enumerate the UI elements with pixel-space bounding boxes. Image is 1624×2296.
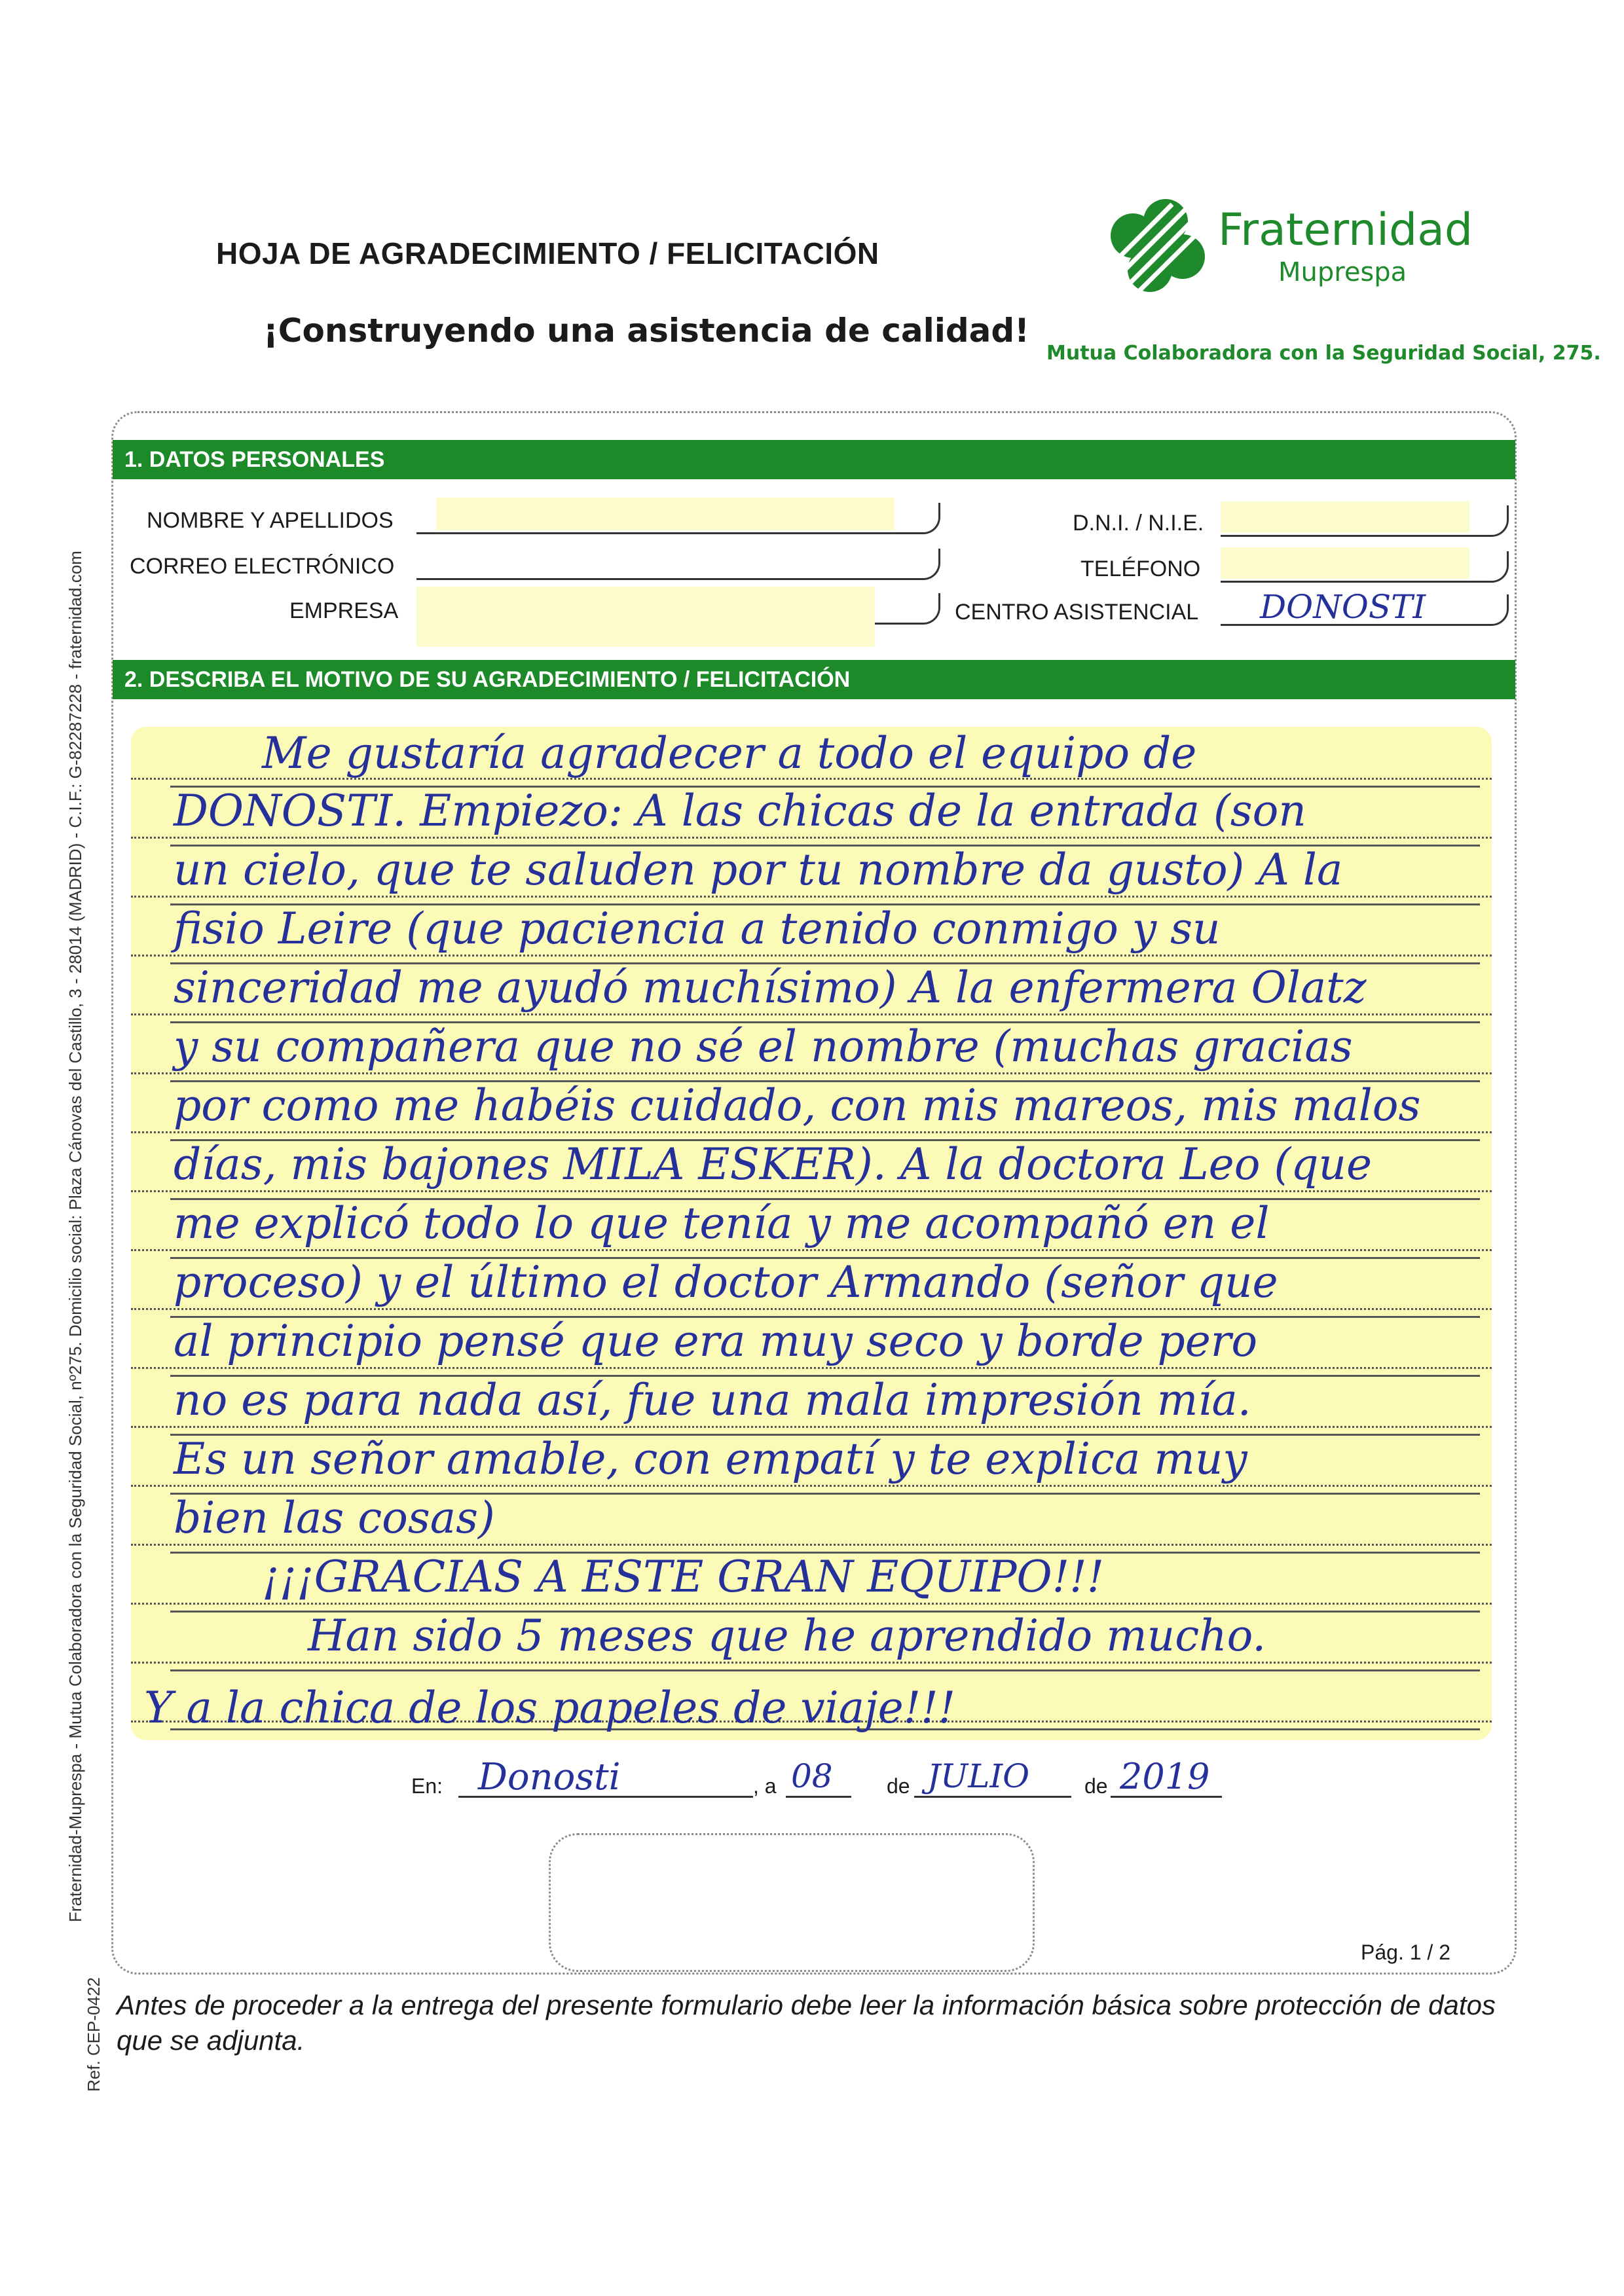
- centro-value: DONOSTI: [1260, 588, 1426, 626]
- rule-line: [131, 1190, 1492, 1192]
- handwritten-line: proceso) y el último el doctor Armando (señor que: [174, 1257, 1278, 1307]
- date-en-label: En:: [411, 1774, 443, 1798]
- handwritten-line: por como me habéis cuidado, con mis mareos, mis malos: [174, 1080, 1421, 1131]
- nombre-field[interactable]: [416, 503, 940, 534]
- rule-line: [131, 1367, 1492, 1369]
- date-month-field[interactable]: [914, 1757, 1071, 1798]
- rule-line: [131, 1072, 1492, 1074]
- handwritten-line: ¡¡¡GRACIAS A ESTE GRAN EQUIPO!!!: [262, 1552, 1105, 1602]
- date-de-label-1: de: [887, 1774, 910, 1798]
- date-place-field[interactable]: [458, 1756, 753, 1798]
- handwritten-line: Es un señor amable, con empatí y te explica muy: [174, 1434, 1247, 1484]
- brand-name: Fraternidad: [1218, 204, 1473, 256]
- dni-field[interactable]: [1221, 505, 1509, 537]
- rule-line: [131, 1013, 1492, 1015]
- rule-line: [131, 1544, 1492, 1546]
- data-protection-notice: Antes de proceder a la entrega del presente formulario debe leer la información básica sobre protección de datos que se adjunta.: [117, 1990, 1496, 2056]
- section1-heading: 1. DATOS PERSONALES: [113, 440, 1515, 479]
- handwritten-line: no es para nada así, fue una mala impresión mía.: [174, 1375, 1251, 1425]
- rule-line: [131, 1131, 1492, 1133]
- form-title: HOJA DE AGRADECIMIENTO / FELICITACIÓN: [216, 236, 879, 270]
- handwritten-line: al principio pensé que era muy seco y borde pero: [174, 1316, 1258, 1366]
- mutua-line: Mutua Colaboradora con la Seguridad Social, 275.: [1046, 342, 1601, 365]
- page-number: Pág. 1 / 2: [1361, 1941, 1450, 1964]
- handwritten-line: Y a la chica de los papeles de viaje!!!: [144, 1683, 956, 1733]
- date-de-label-2: de: [1084, 1774, 1108, 1798]
- dni-label: D.N.I. / N.I.E.: [1073, 511, 1204, 536]
- date-a-label: , a: [753, 1774, 777, 1798]
- handwritten-line: me explicó todo lo que tenía y me acompañó en el: [174, 1198, 1270, 1248]
- handwritten-line: bien las cosas): [174, 1493, 495, 1543]
- telefono-label: TELÉFONO: [1080, 556, 1201, 581]
- signature-box[interactable]: [549, 1833, 1035, 1972]
- rule-line: [131, 896, 1492, 898]
- handwritten-line: fisio Leire (que paciencia a tenido conmigo y su: [174, 903, 1221, 954]
- brand-subname: Muprespa: [1278, 257, 1407, 287]
- date-day-field[interactable]: [786, 1757, 851, 1798]
- date-month-value: JULIO: [927, 1757, 1030, 1795]
- telefono-field[interactable]: [1221, 551, 1509, 583]
- handwritten-line: Han sido 5 meses que he aprendido mucho.: [308, 1611, 1266, 1661]
- centro-field[interactable]: [1221, 588, 1509, 626]
- handwritten-line: un cielo, que te saluden por tu nombre da gusto) A la: [174, 845, 1343, 895]
- form-subtitle: ¡Construyendo una asistencia de calidad!: [263, 312, 1029, 350]
- rule-line: [131, 1426, 1492, 1428]
- rule-line: [131, 1249, 1492, 1251]
- handwritten-line: DONOSTI. Empiezo: A las chicas de la entrada (son: [174, 786, 1306, 836]
- handwritten-line: Me gustaría agradecer a todo el equipo de: [262, 728, 1197, 778]
- date-place-value: Donosti: [478, 1756, 621, 1798]
- section2-heading: 2. DESCRIBA EL MOTIVO DE SU AGRADECIMIENTO / FELICITACIÓN: [113, 660, 1515, 699]
- handwritten-line: y su compañera que no sé el nombre (muchas gracias: [174, 1021, 1353, 1072]
- handwritten-line: días, mis bajones MILA ESKER). A la doctora Leo (que: [174, 1139, 1373, 1190]
- centro-label: CENTRO ASISTENCIAL: [955, 600, 1199, 625]
- rule-line: [170, 1669, 1480, 1671]
- rule-line: [131, 1308, 1492, 1310]
- date-day-value: 08: [791, 1757, 833, 1795]
- handwritten-line: sinceridad me ayudó muchísimo) A la enfermera Olatz: [174, 962, 1367, 1013]
- form-reference: Ref. CEP-0422: [84, 1977, 103, 2092]
- nombre-label: NOMBRE Y APELLIDOS: [147, 508, 394, 533]
- date-year-field[interactable]: [1111, 1756, 1222, 1798]
- rule-line: [131, 1485, 1492, 1487]
- rule-line: [131, 1662, 1492, 1664]
- rule-line: [131, 1603, 1492, 1605]
- side-legal-text: Fraternidad-Muprespa - Mutua Colaboradora con la Seguridad Social, nº275. Domicilio social: Plaza Cánovas del Castillo, 3 - 28014 (MADRID) - C.I.F.: G-82287228 - fraternidad.com: [65, 551, 85, 1922]
- empresa-field[interactable]: [416, 593, 940, 625]
- empresa-label: EMPRESA: [289, 598, 399, 623]
- correo-field[interactable]: [416, 549, 940, 580]
- rule-line: [131, 955, 1492, 957]
- date-year-value: 2019: [1120, 1756, 1210, 1797]
- correo-label: CORREO ELECTRÓNICO: [130, 554, 395, 579]
- rule-line: [131, 837, 1492, 839]
